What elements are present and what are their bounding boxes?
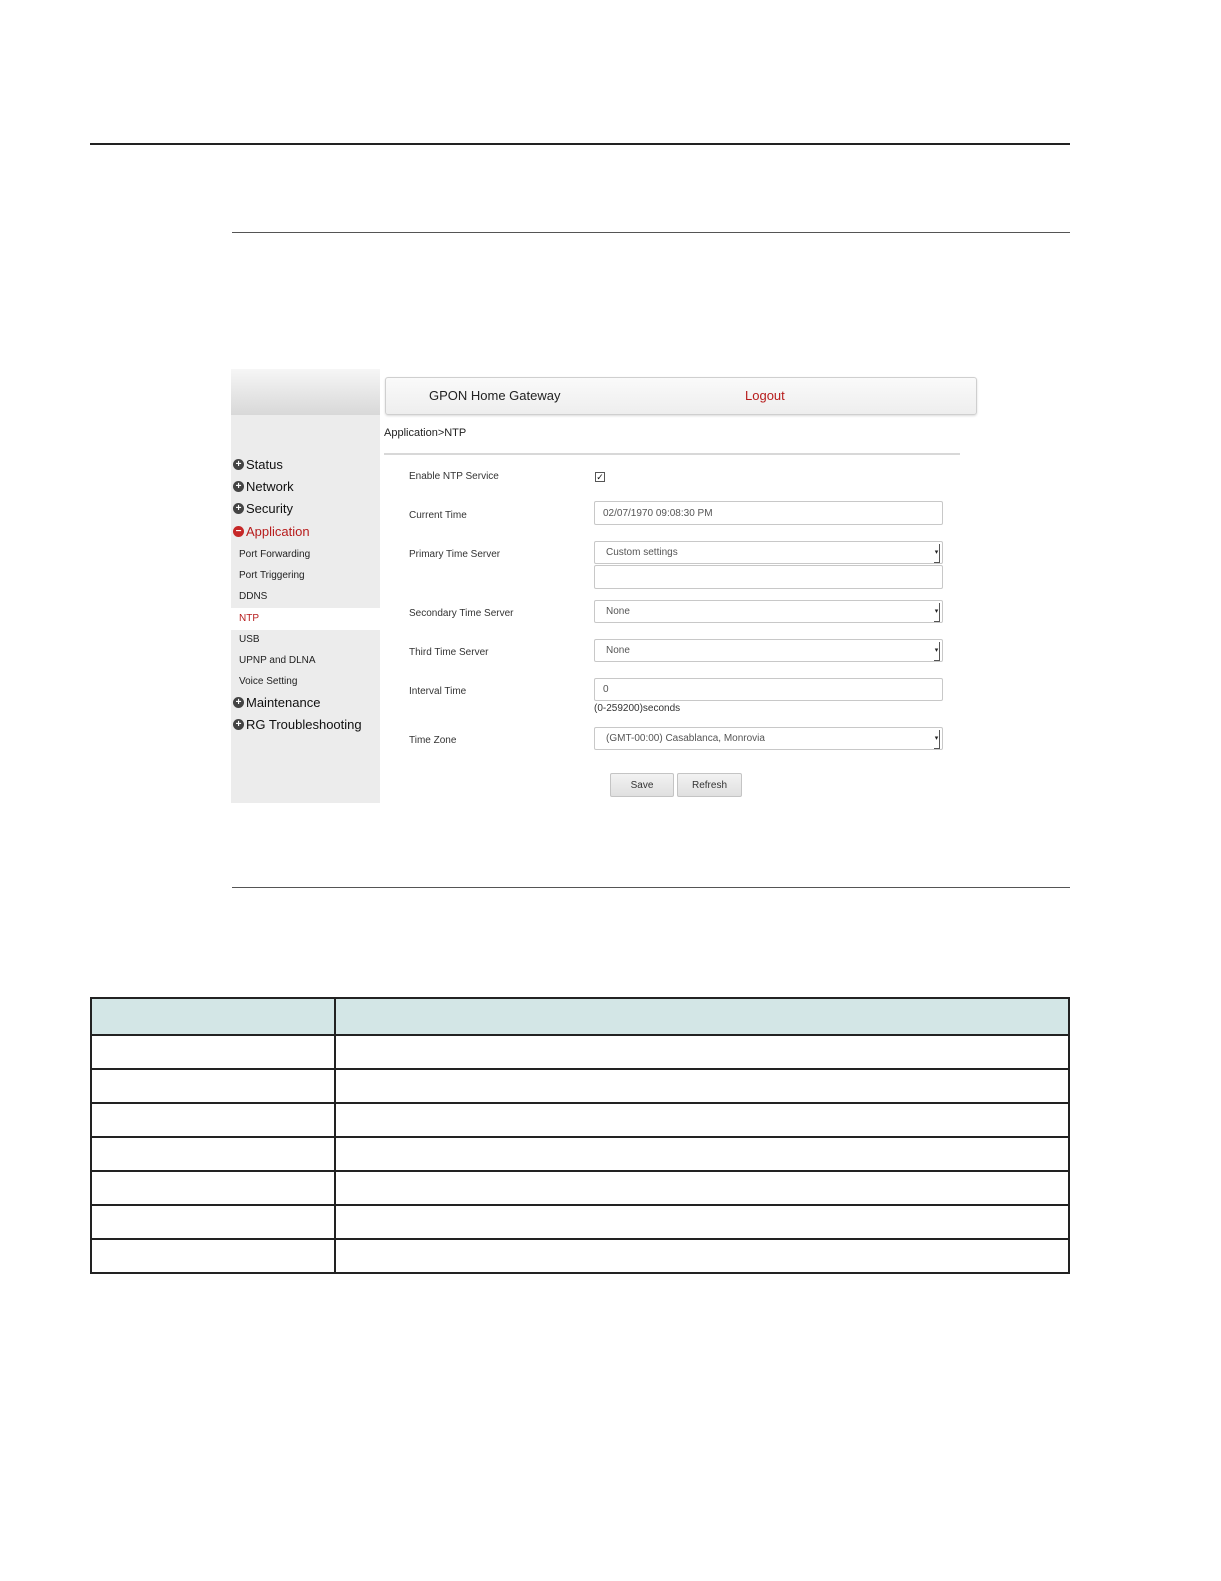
refresh-button[interactable]: Refresh	[677, 773, 742, 797]
sidebar-subitem-voice-setting[interactable]: Voice Setting	[239, 676, 298, 687]
breadcrumb: Application>NTP	[384, 427, 467, 439]
sidebar-item-label: Status	[246, 457, 283, 472]
sidebar-subitem-ddns[interactable]: DDNS	[239, 591, 268, 602]
table-row	[91, 1205, 1069, 1239]
enable-ntp-label: Enable NTP Service	[409, 471, 499, 482]
table-row	[91, 1239, 1069, 1273]
sidebar-item-label: Application	[246, 524, 310, 539]
sidebar-item-label: Network	[246, 479, 294, 494]
table-cell	[91, 1069, 335, 1103]
section-divider	[232, 887, 1070, 888]
secondary-server-select[interactable]	[594, 600, 943, 623]
table-cell	[91, 1035, 335, 1069]
table-cell	[91, 1171, 335, 1205]
table-cell	[335, 1069, 1069, 1103]
breadcrumb-divider	[384, 453, 960, 455]
table-cell	[335, 1171, 1069, 1205]
table-header-cell	[91, 998, 335, 1035]
expand-icon: +	[233, 459, 244, 470]
table-row	[91, 1171, 1069, 1205]
sidebar-item-label: RG Troubleshooting	[246, 717, 362, 732]
primary-server-select[interactable]	[594, 541, 943, 564]
sidebar-item-label: Maintenance	[246, 695, 321, 710]
table-cell	[91, 1205, 335, 1239]
top-divider	[90, 143, 1070, 145]
parameter-table	[90, 997, 1070, 1274]
sidebar-subitem-port-triggering[interactable]: Port Triggering	[239, 570, 305, 581]
sidebar-subitem-port-forwarding[interactable]: Port Forwarding	[239, 549, 311, 560]
secondary-server-value: None	[606, 606, 630, 617]
sidebar-subitem-upnp-dlna[interactable]: UPNP and DLNA	[239, 655, 316, 666]
sidebar-subitem-ntp[interactable]: NTP	[239, 613, 259, 624]
sidebar-item-security[interactable]	[233, 501, 293, 516]
table-header-row	[91, 998, 1069, 1035]
table-cell	[91, 1103, 335, 1137]
table-cell	[335, 1137, 1069, 1171]
current-time-label: Current Time	[409, 510, 467, 521]
sidebar-item-label: Security	[246, 501, 293, 516]
primary-server-label: Primary Time Server	[409, 549, 501, 560]
collapse-icon: −	[233, 526, 244, 537]
app-header	[385, 377, 977, 415]
interval-time-hint: (0-259200)seconds	[594, 703, 681, 714]
section-divider	[232, 232, 1070, 233]
sidebar-item-application[interactable]	[233, 524, 310, 539]
logout-link[interactable]: Logout	[745, 388, 785, 403]
third-server-value: None	[606, 645, 630, 656]
table-cell	[335, 1205, 1069, 1239]
table-header-cell	[335, 998, 1069, 1035]
table-cell	[335, 1035, 1069, 1069]
expand-icon: +	[233, 719, 244, 730]
primary-server-custom-field[interactable]	[594, 565, 943, 589]
table-cell	[335, 1239, 1069, 1273]
time-zone-label: Time Zone	[409, 735, 457, 746]
sidebar-subitem-usb[interactable]: USB	[239, 634, 260, 645]
table-row	[91, 1035, 1069, 1069]
sidebar-item-network[interactable]	[233, 479, 294, 494]
save-button[interactable]: Save	[610, 773, 674, 797]
secondary-server-label: Secondary Time Server	[409, 608, 514, 619]
sidebar-item-maintenance[interactable]	[233, 695, 320, 710]
table-cell	[91, 1137, 335, 1171]
table-row	[91, 1069, 1069, 1103]
interval-time-field[interactable]	[594, 678, 943, 701]
time-zone-select[interactable]	[594, 727, 943, 750]
third-server-select[interactable]	[594, 639, 943, 662]
expand-icon: +	[233, 697, 244, 708]
sidebar-header	[231, 369, 380, 415]
time-zone-value: (GMT-00:00) Casablanca, Monrovia	[606, 733, 765, 744]
primary-server-value: Custom settings	[606, 547, 678, 558]
sidebar-item-rg-troubleshooting[interactable]	[233, 717, 362, 732]
enable-ntp-checkbox[interactable]: ✓	[596, 472, 604, 482]
table-cell	[91, 1239, 335, 1273]
chevron-down-icon: ▾	[934, 642, 940, 661]
third-server-label: Third Time Server	[409, 647, 489, 658]
current-time-field[interactable]	[594, 501, 943, 525]
table-row	[91, 1137, 1069, 1171]
interval-time-label: Interval Time	[409, 686, 467, 697]
sidebar	[231, 369, 380, 803]
expand-icon: +	[233, 481, 244, 492]
sidebar-item-status[interactable]	[233, 457, 283, 472]
chevron-down-icon: ▾	[934, 544, 940, 563]
app-title: GPON Home Gateway	[429, 388, 561, 403]
table-cell	[335, 1103, 1069, 1137]
chevron-down-icon: ▾	[934, 730, 940, 749]
router-screenshot-figure	[231, 369, 982, 803]
expand-icon: +	[233, 503, 244, 514]
chevron-down-icon: ▾	[934, 603, 940, 622]
table-row	[91, 1103, 1069, 1137]
